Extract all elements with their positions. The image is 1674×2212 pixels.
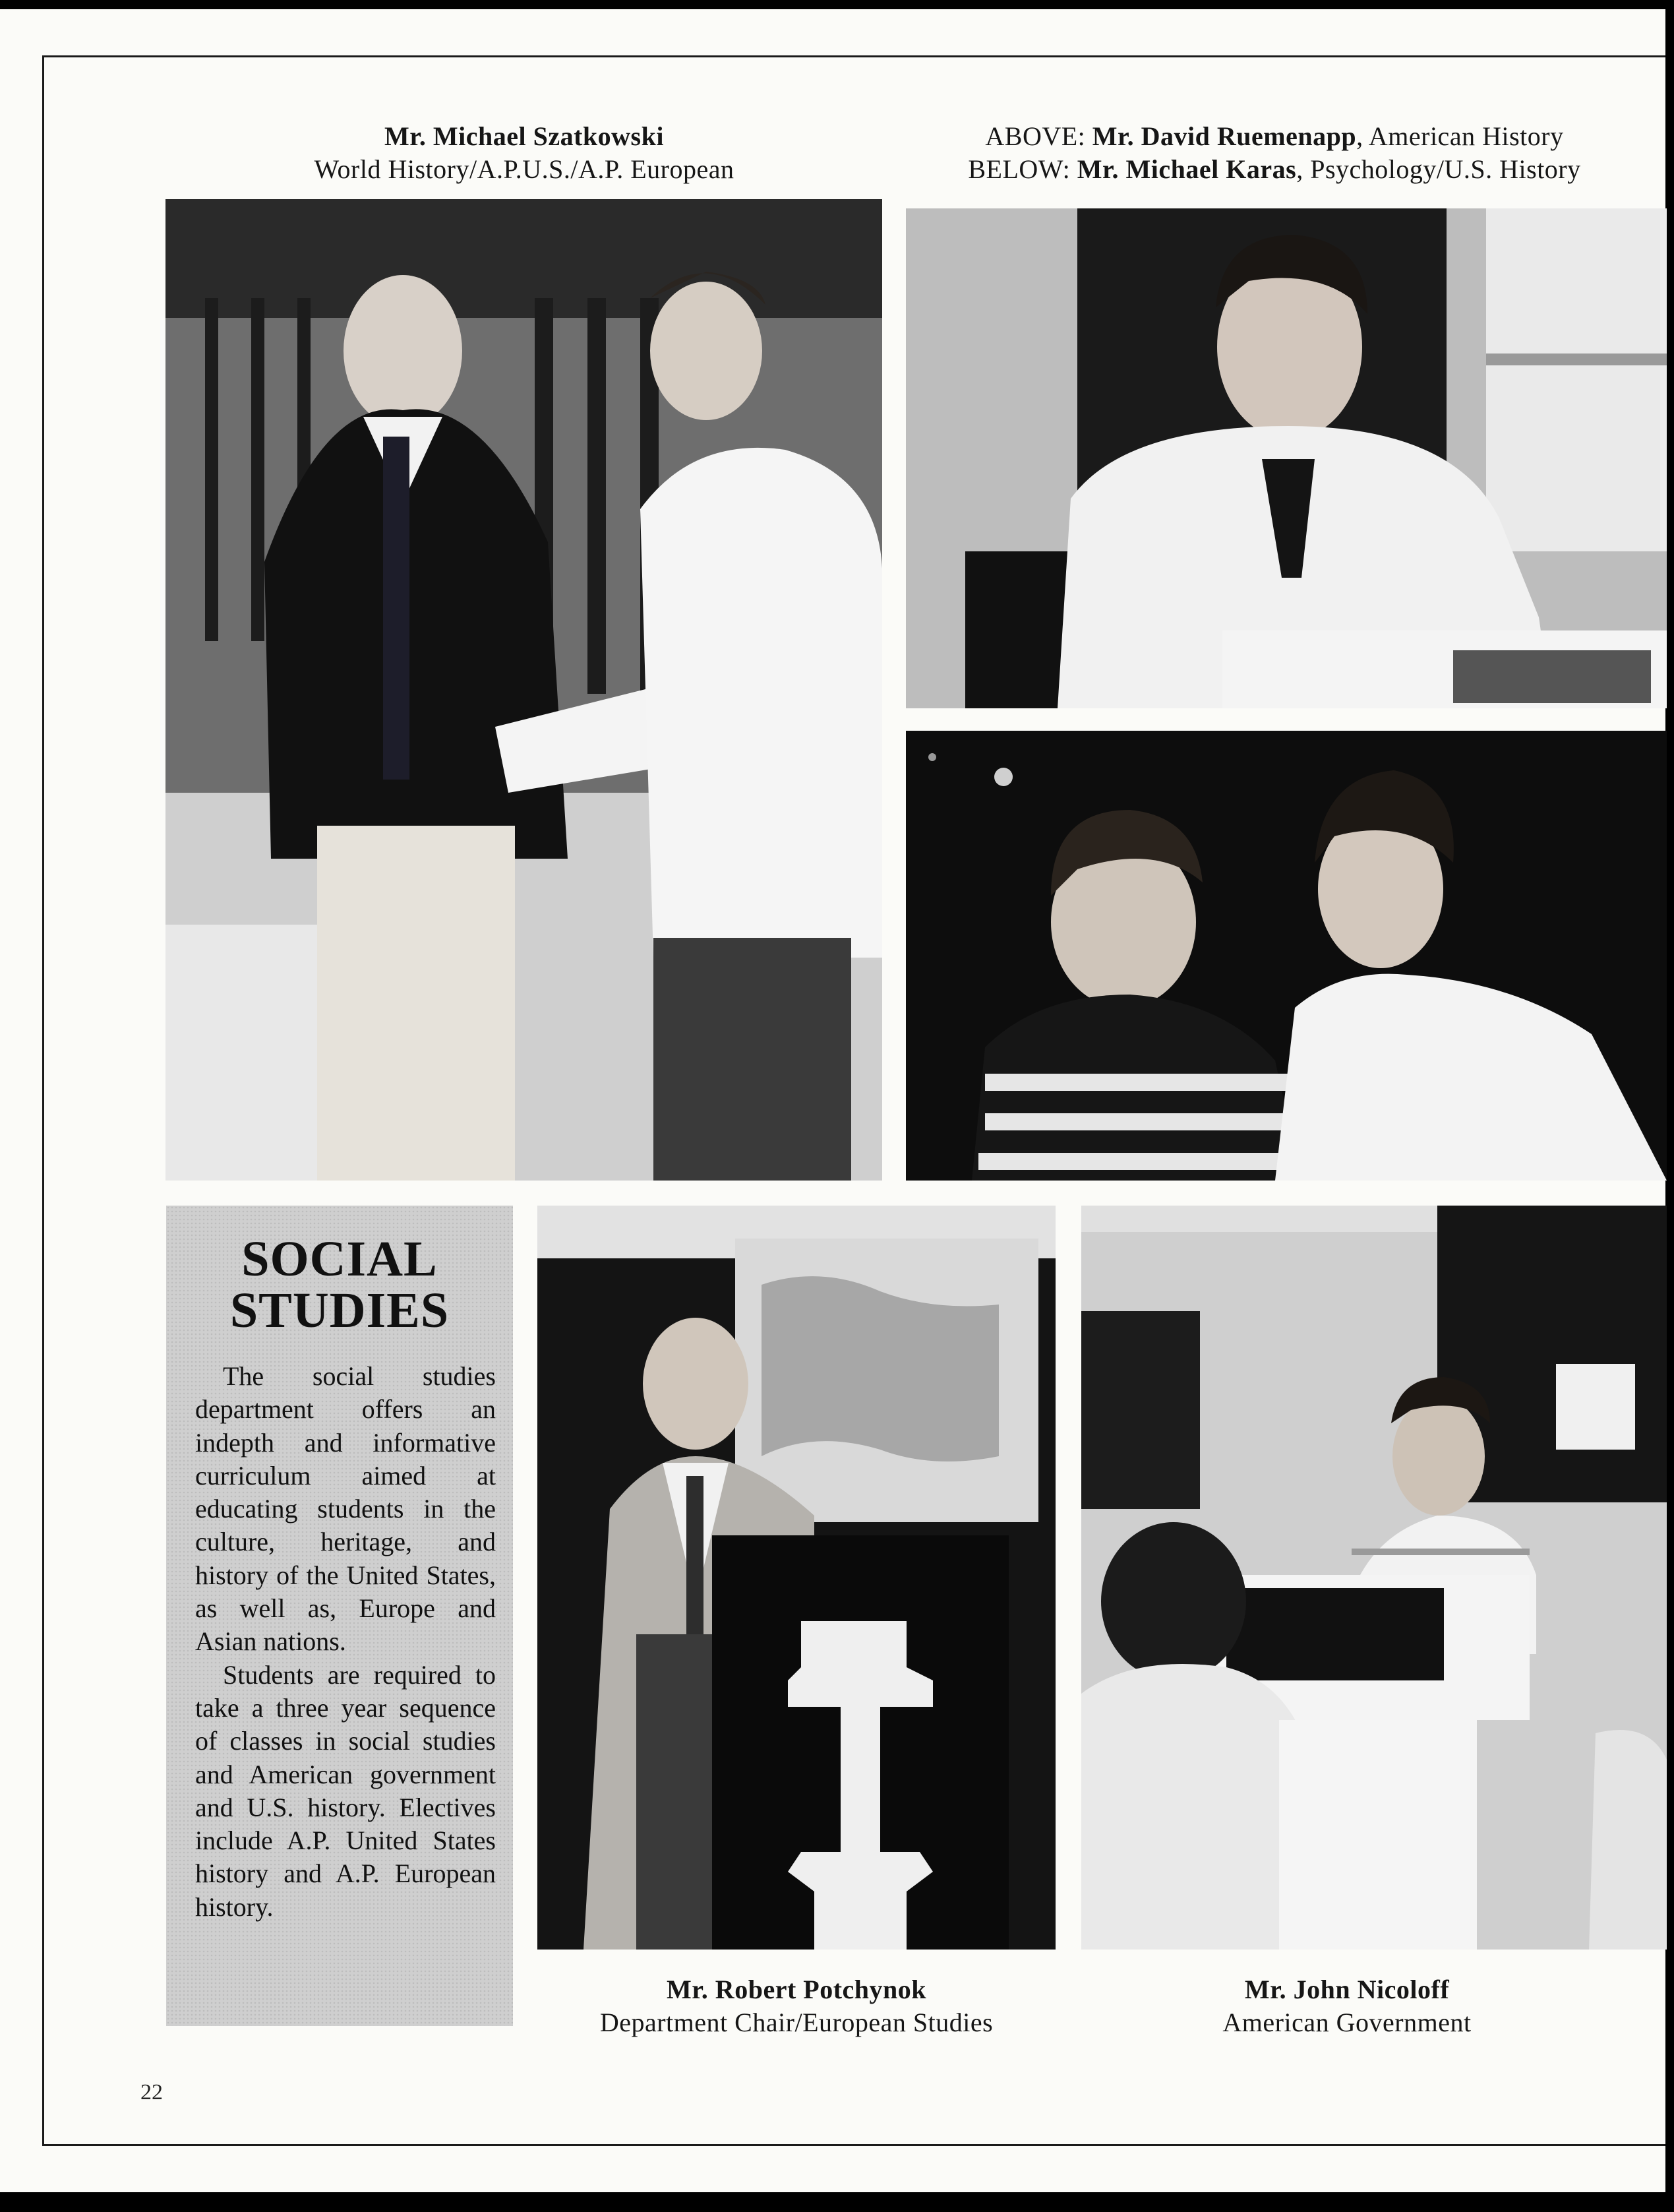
sidebar-paragraph-1: The social studies department offers an indepth and informative curriculum aimed at educating students in the culture, heritage, and history of the United States, as well as, Europe and Asian nations.: [195, 1361, 496, 1657]
sidebar-body: [195, 1360, 496, 1924]
yearbook-page: [0, 9, 1665, 2192]
photo-karas: [906, 731, 1667, 1181]
caption-name: Mr. John Nicoloff: [1244, 1975, 1450, 2004]
sidebar-paragraph-2: Students are required to take a three year sequence of classes in social studies and American government and U.S. history. Electives include A.P. United States history and A.P. European history.: [195, 1659, 496, 1922]
caption-name: Mr. Robert Potchynok: [666, 1975, 927, 2004]
photo-nicoloff: [1081, 1206, 1667, 1950]
caption-szatkowski: [166, 120, 882, 186]
caption-role: World History/A.P.U.S./A.P. European: [314, 154, 734, 184]
page-number: 22: [140, 2080, 163, 2104]
sidebar-title-line1: SOCIAL: [241, 1231, 438, 1287]
photo-szatkowski-image: [165, 199, 882, 1181]
photo-szatkowski-with-student: [165, 199, 882, 1181]
caption-role: American Government: [1222, 2008, 1472, 2037]
caption-potchynok: [537, 1973, 1056, 2039]
photo-potchynok: [537, 1206, 1056, 1950]
caption-name: Mr. Michael Szatkowski: [384, 121, 664, 151]
photo-ruemenapp-image: [906, 208, 1667, 708]
photo-nicoloff-image: [1081, 1206, 1667, 1950]
photo-karas-image: [906, 731, 1667, 1181]
caption-role: Department Chair/European Studies: [599, 2008, 994, 2037]
caption-above-below: [902, 120, 1647, 186]
sidebar-title: [166, 1233, 513, 1336]
sidebar-title-line2: STUDIES: [229, 1283, 450, 1338]
photo-potchynok-image: [537, 1206, 1056, 1950]
caption-nicoloff: [1081, 1973, 1613, 2039]
photo-ruemenapp: [906, 208, 1667, 708]
caption-above-line: ABOVE: Mr. David Ruemenapp, American History: [985, 121, 1564, 151]
social-studies-sidebar: [166, 1206, 513, 2026]
caption-below-line: BELOW: Mr. Michael Karas, Psychology/U.S. History: [968, 154, 1581, 184]
